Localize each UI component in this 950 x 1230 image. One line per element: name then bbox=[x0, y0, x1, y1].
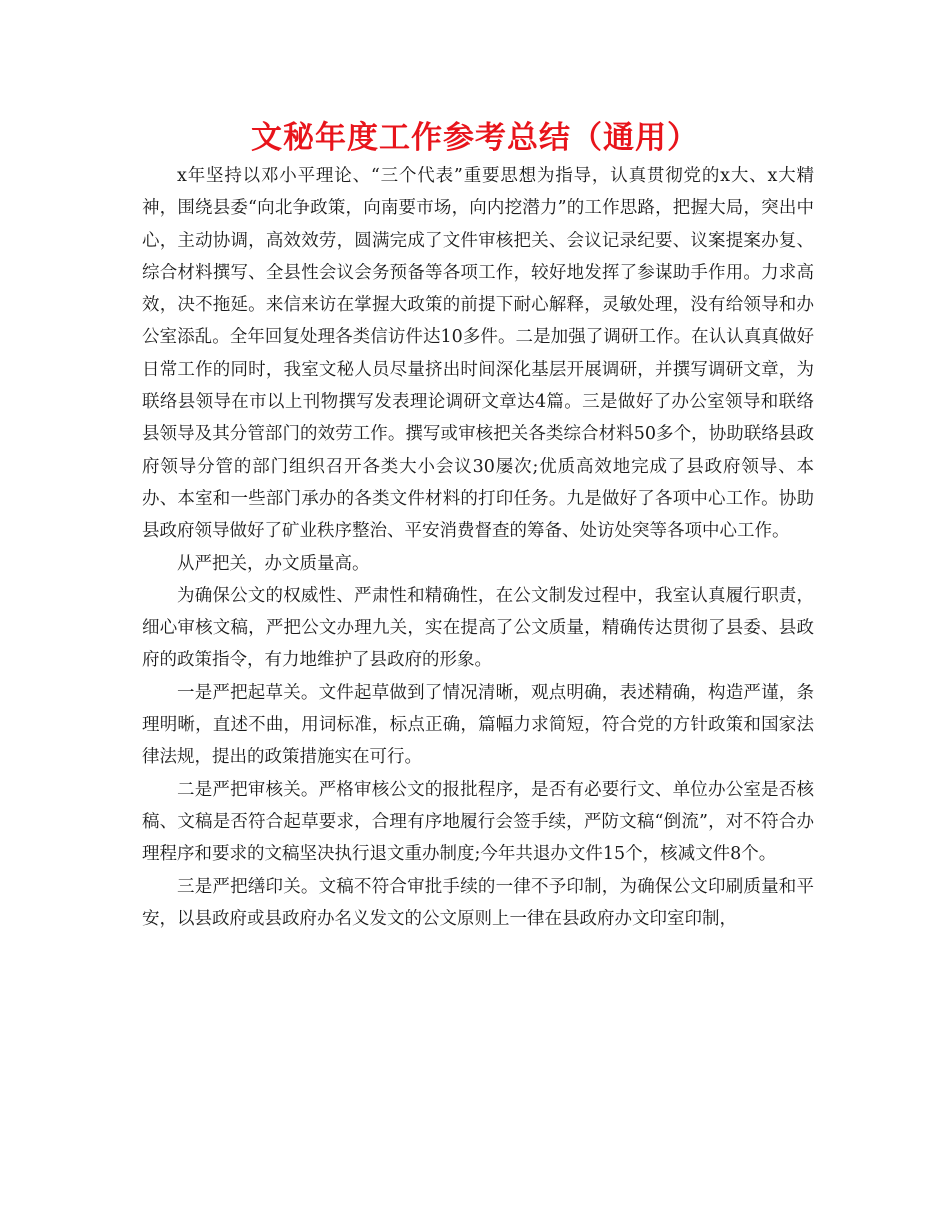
paragraph: x年坚持以邓小平理论、“三个代表”重要思想为指导，认真贯彻党的x大、x大精神，围绕县委“向北争政策，向南要市场，向内挖潜力”的工作思路，把握大局，突出中心，主动协调，高效效劳，圆满完成了文件审核把关、会议记录纪要、议案提案办复、综合材料撰写、全县性会议会务预备等各项工作，较好地发挥了参谋助手作用。力求高效，决不拖延。来信来访在掌握大政策的前提下耐心解释，灵敏处理，没有给领导和办公室添乱。全年回复处理各类信访件达10多件。二是加强了调研工作。在认认真真做好日常工作的同时，我室文秘人员尽量挤出时间深化基层开展调研，并撰写调研文章，为联络县领导在市以上刊物撰写发表理论调研文章达4篇。三是做好了办公室领导和联络县领导及其分管部门的效劳工作。撰写或审核把关各类综合材料50多个，协助联络县政府领导分管的部门组织召开各类大小会议30屡次;优质高效地完成了县政府领导、本办、本室和一些部门承办的各类文件材料的打印任务。九是做好了各项中心工作。协助县政府领导做好了矿业秩序整治、平安消费督查的筹备、处访处突等各项中心工作。 bbox=[142, 166, 814, 542]
paragraph: 一是严把起草关。文件起草做到了情况清晰，观点明确，表述精确，构造严谨，条理明晰，直述不曲，用词标准，标点正确，篇幅力求简短，符合党的方针政策和国家法律法规，提出的政策措施实在可行。 bbox=[142, 682, 814, 768]
paragraph: 为确保公文的权威性、严肃性和精确性，在公文制发过程中，我室认真履行职责，细心审核文稿，严把公文办理九关，实在提高了公文质量，精确传达贯彻了县委、县政府的政策指令，有力地维护了县政府的形象。 bbox=[142, 585, 814, 671]
paragraph: 从严把关，办文质量高。 bbox=[177, 553, 370, 574]
document-body bbox=[142, 160, 814, 935]
paragraph: 二是严把审核关。严格审核公文的报批程序，是否有必要行文、单位办公室是否核稿、文稿是否符合起草要求，合理有序地履行会签手续，严防文稿“倒流”，对不符合办理程序和要求的文稿坚决执行退文重办制度;今年共退办文件15个，核减文件8个。 bbox=[142, 779, 814, 865]
document-title: 文秘年度工作参考总结（通用） bbox=[251, 120, 699, 156]
paragraph: 三是严把缮印关。文稿不符合审批手续的一律不予印制，为确保公文印刷质量和平安，以县政府或县政府办名义发文的公文原则上一律在县政府办文印室印制， bbox=[142, 876, 814, 929]
